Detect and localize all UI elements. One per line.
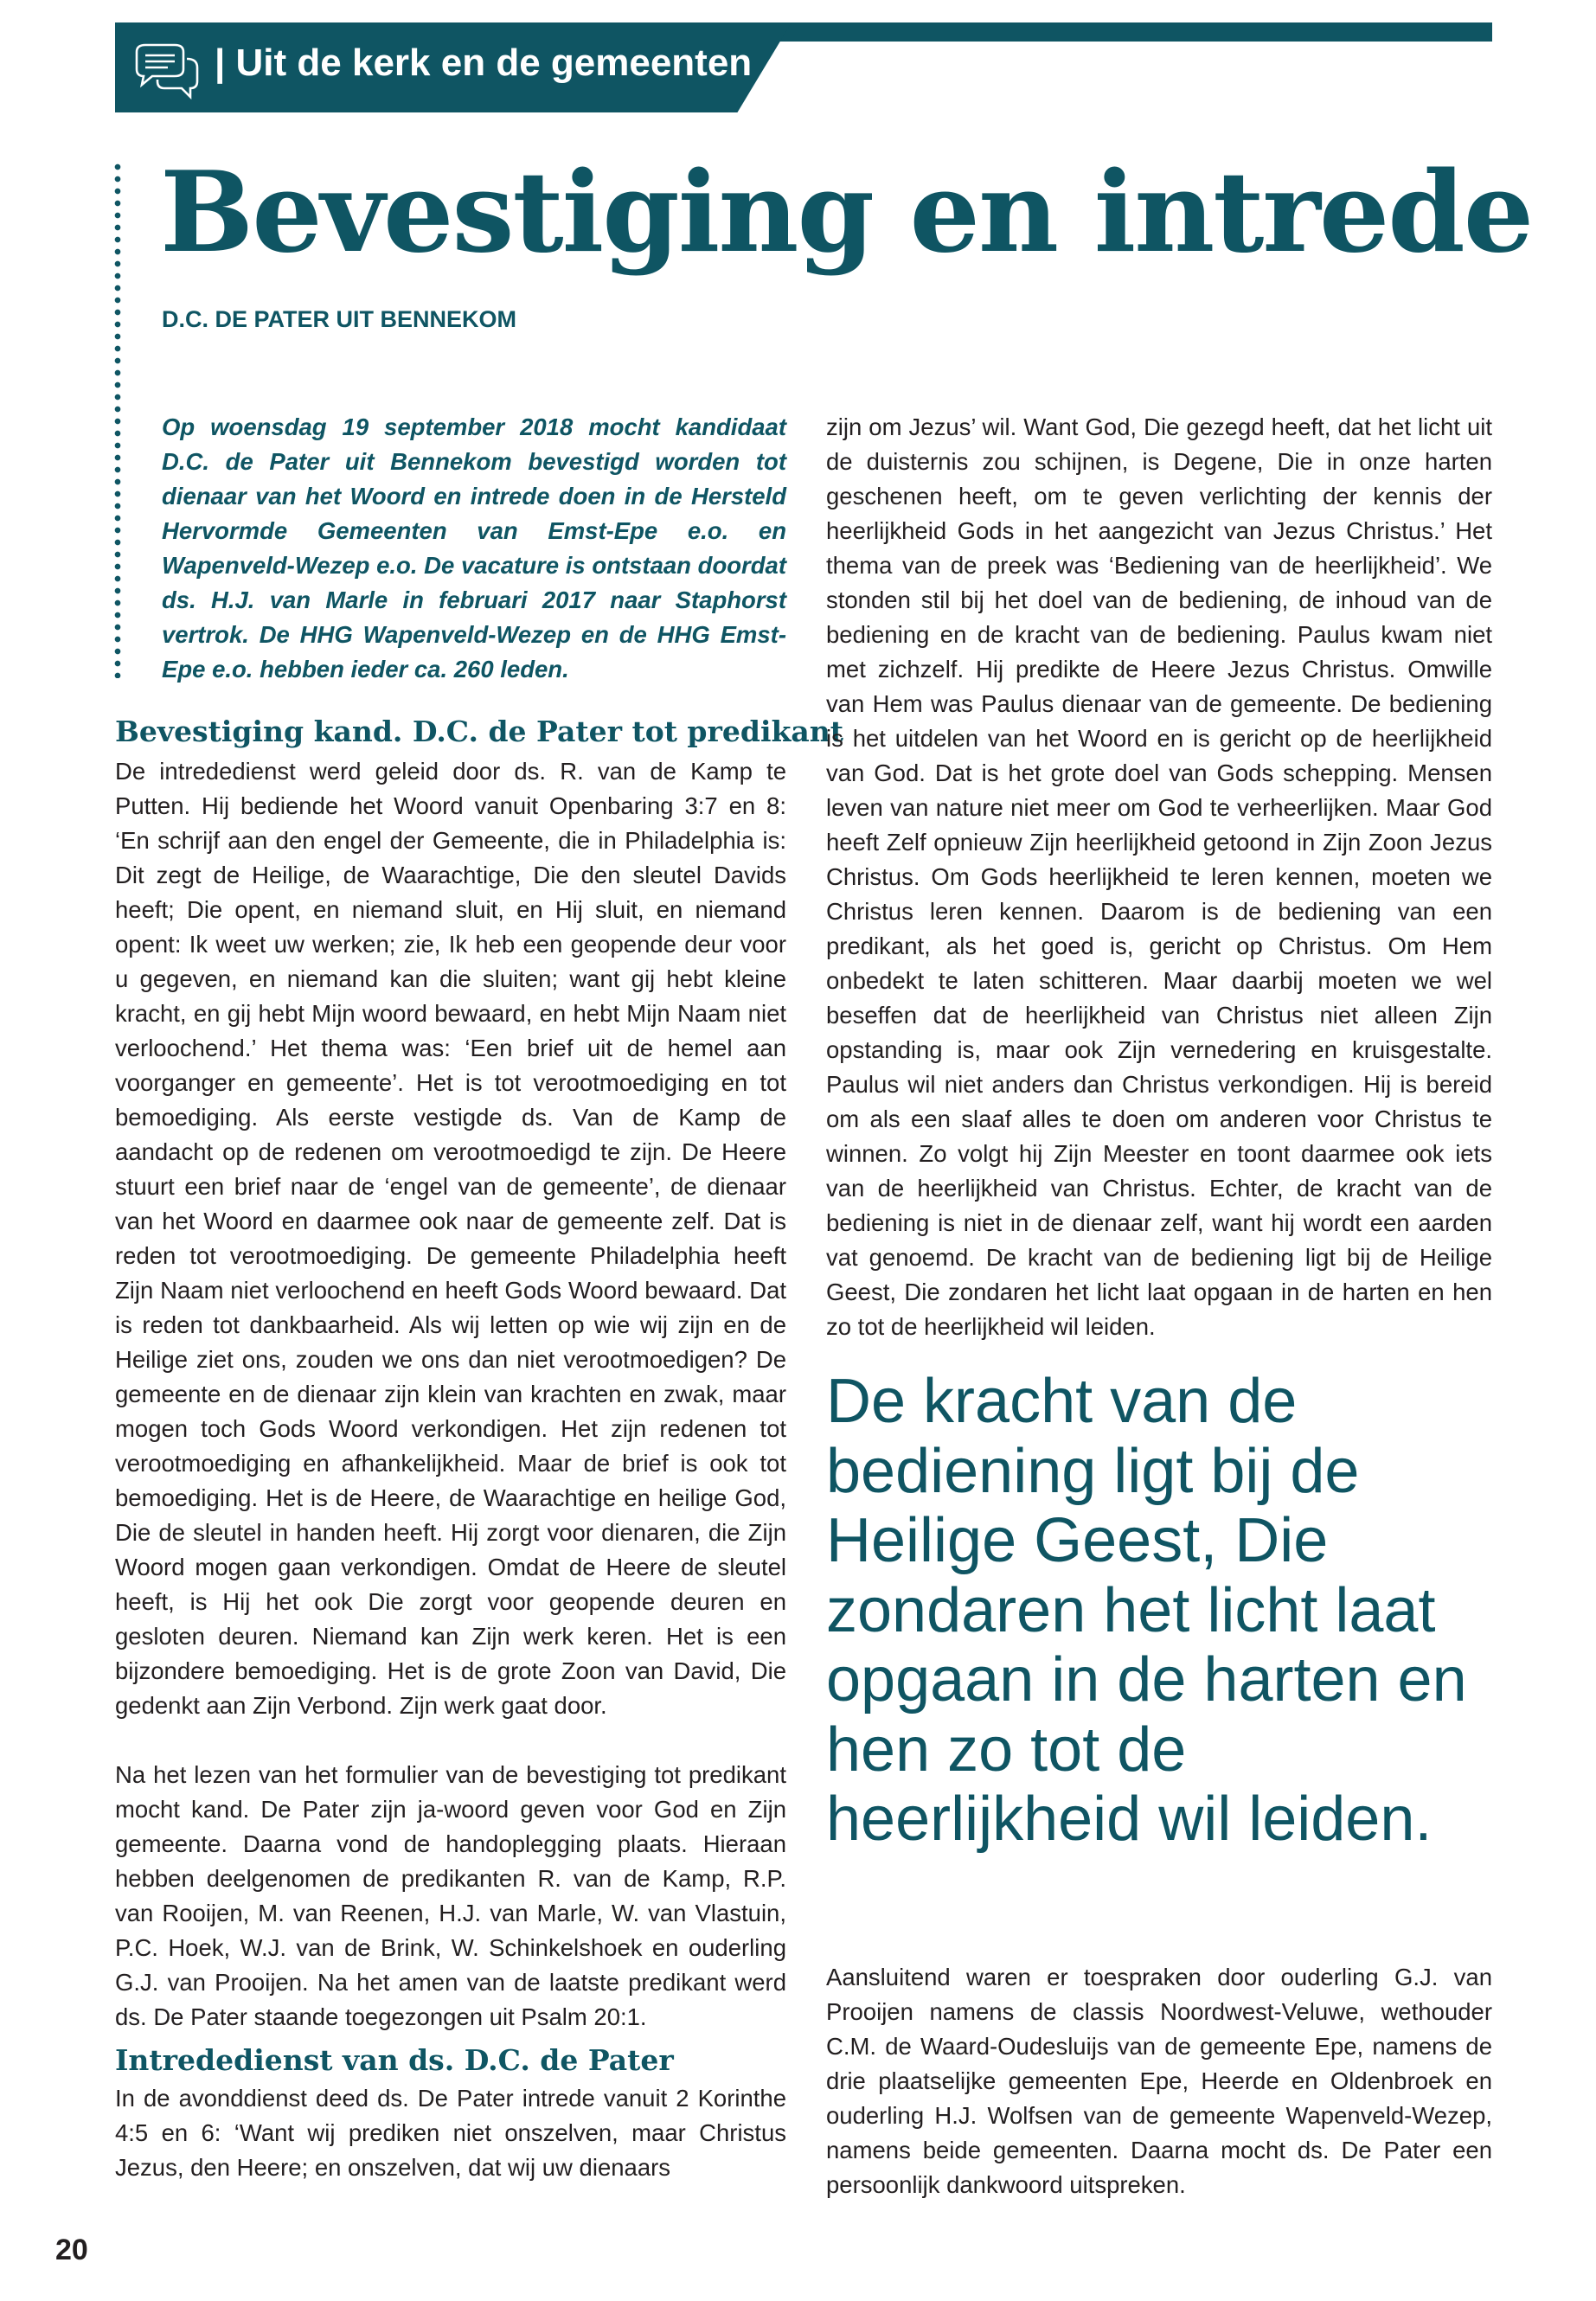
left-column-body-2 <box>115 2081 786 2185</box>
section-heading-bevestiging: Bevestiging kand. D.C. de Pater tot predikant <box>115 715 843 748</box>
paragraph: zijn om Jezus’ wil. Want God, Die gezegd heeft, dat het licht uit de duisternis zou schijnen, is Degene, Die in onze harten geschenen heeft, om te geven verlichting der kennis der heerlijkheid Gods in het aangezicht van Jezus Christus.’ Het thema van de preek was ‘Bediening van de heerlijkheid’. We stonden stil bij het doel van de bediening, de inhoud van de bediening en de kracht van de bediening. Paulus kwam niet met zichzelf. Hij predikte de Heere Jezus Christus. Omwille van Hem was Paulus dienaar van de gemeente. De bediening is het uitdelen van het Woord en is gericht op de heerlijkheid van God. Dat is het grote doel van Gods schepping. Mensen leven van nature niet meer om God te verheerlijken. Maar God heeft Zelf opnieuw Zijn heerlijkheid getoond in Zijn Zoon Jezus Christus. Om Gods heerlijkheid te leren kennen, moeten we Christus leren kennen. Daarom is de bediening van een predikant, als het goed is, gericht op Christus. Om Hem onbedekt te laten schitteren. Maar daarbij moeten we wel beseffen dat de heerlijkheid van Christus niet alleen Zijn opstanding is, maar ook Zijn vernedering en kruisgestalte. Paulus wil niet anders dan Christus verkondigen. Hij is bereid om als een slaaf alles te doen om anderen voor Christus te winnen. Zo volgt hij Zijn Meester en toont daarmee ook iets van de heerlijkheid van Christus. Echter, de kracht van de bediening is niet in de dienaar zelf, want hij wordt een aarden vat genoemd. De kracht van de bediening ligt bij de Heilige Geest, Die zondaren het licht laat opgaan in de harten en hen zo tot de heerlijkheid wil leiden. <box>826 413 1492 1340</box>
paragraph: Na het lezen van het formulier van de bevestiging tot predikant mocht kand. De Pater zijn ja-woord geven voor God en Zijn gemeente. Daarna vond de handoplegging plaats. Hieraan hebben deelgenomen de predikanten R. van de Kamp, R.P. van Rooijen, M. van Reenen, H.J. van Marle, W. van Vlastuin, P.C. Hoek, W.J. van de Brink, W. Schinkelshoek en ouderling G.J. van Prooijen. Na het amen van de laatste predikant werd ds. De Pater staande toegezongen uit Psalm 20:1. <box>115 1761 786 2030</box>
left-column-body <box>115 754 786 2035</box>
dotted-rule <box>114 161 121 678</box>
speech-bubbles-icon <box>130 43 204 100</box>
article-byline: D.C. DE PATER UIT BENNEKOM <box>162 306 517 332</box>
right-column-body <box>826 410 1492 1344</box>
paragraph: In de avonddienst deed ds. De Pater intrede vanuit 2 Korinthe 4:5 en 6: ‘Want wij prediken niet onszelven, maar Christus Jezus, den Heere; en onszelven, dat wij uw dienaars <box>115 2085 786 2181</box>
section-title: | Uit de kerk en de gemeenten <box>215 42 753 84</box>
article-title: Bevestiging en intrede <box>160 148 1533 278</box>
pull-quote: De kracht van de bediening ligt bij de Heilige Geest, Die zondaren het licht laat opgaan in de harten en hen zo tot de heerlijkheid wil leiden. <box>826 1367 1467 1854</box>
paragraph: Aansluitend waren er toespraken door ouderling G.J. van Prooijen namens de classis Noordwest-Veluwe, wethouder C.M. de Waard-Oudesluijs van de gemeente Epe, namens de drie plaatselijke gemeenten Epe, Heerde en Oldenbroek en ouderling H.J. Wolfsen van de gemeente Wapenveld-Wezep, namens beide gemeenten. Daarna mocht ds. De Pater een persoonlijk dankwoord uitspreken. <box>826 1964 1492 2198</box>
right-column-body-2 <box>826 1960 1492 2202</box>
article-intro: Op woensdag 19 september 2018 mocht kandidaat D.C. de Pater uit Bennekom bevestigd worden tot dienaar van het Woord en intrede doen in de Hersteld Hervormde Gemeenten van Emst-Epe e.o. en Wapenveld-Wezep e.o. De vacature is ontstaan doordat ds. H.J. van Marle in februari 2017 naar Staphorst vertrok. De HHG Wapenveld-Wezep en de HHG Emst-Epe e.o. hebben ieder ca. 260 leden. <box>162 413 786 683</box>
paragraph: De intrededienst werd geleid door ds. R. van de Kamp te Putten. Hij bediende het Woord vanuit Openbaring 3:7 en 8: ‘En schrijf aan den engel der Gemeente, die in Philadelphia is: Dit zegt de Heilige, de Waarachtige, Die den sleutel Davids heeft; Die opent, en niemand sluit, en Hij sluit, en niemand opent: Ik weet uw werken; zie, Ik heb een geopende deur voor u gegeven, en niemand kan die sluiten; want gij hebt kleine kracht, en gij hebt Mijn woord bewaard, en hebt Mijn Naam niet verloochend.’ Het thema was: ‘Een brief uit de hemel aan voorganger en gemeente’. Het is tot verootmoediging en tot bemoediging. Als eerste vestigde ds. Van de Kamp de aandacht op de redenen om verootmoedigd te zijn. De Heere stuurt een brief naar de ‘engel van de gemeente’, de dienaar van het Woord en daarmee ook naar de gemeente zelf. Dat is reden tot verootmoediging. De gemeente Philadelphia heeft Zijn Naam niet verloochend en heeft Gods Woord bewaard. Dat is reden tot dankbaarheid. Als wij letten op wie wij zijn en de Heilige ziet ons, zouden we ons dan niet verootmoedigen? De gemeente en de dienaar zijn klein van krachten en zwak, maar mogen toch Gods Woord verkondigen. Het zijn redenen tot verootmoediging en afhankelijkheid. Maar de brief is ook tot bemoediging. Het is de Heere, de Waarachtige en heilige God, Die de sleutel in handen heeft. Hij zorgt voor dienaren, die Zijn Woord mogen gaan verkondigen. Omdat de Heere de sleutel heeft, is Hij het ook Die zorgt voor geopende deuren en gesloten deuren. Niemand kan Zijn werk keren. Het is een bijzondere bemoediging. Het is de grote Zoon van David, Die gedenkt aan Zijn Verbond. Zijn werk gaat door. <box>115 758 786 1719</box>
page-number: 20 <box>55 2234 88 2266</box>
section-heading-intrededienst: Intrededienst van ds. D.C. de Pater <box>115 2043 674 2077</box>
